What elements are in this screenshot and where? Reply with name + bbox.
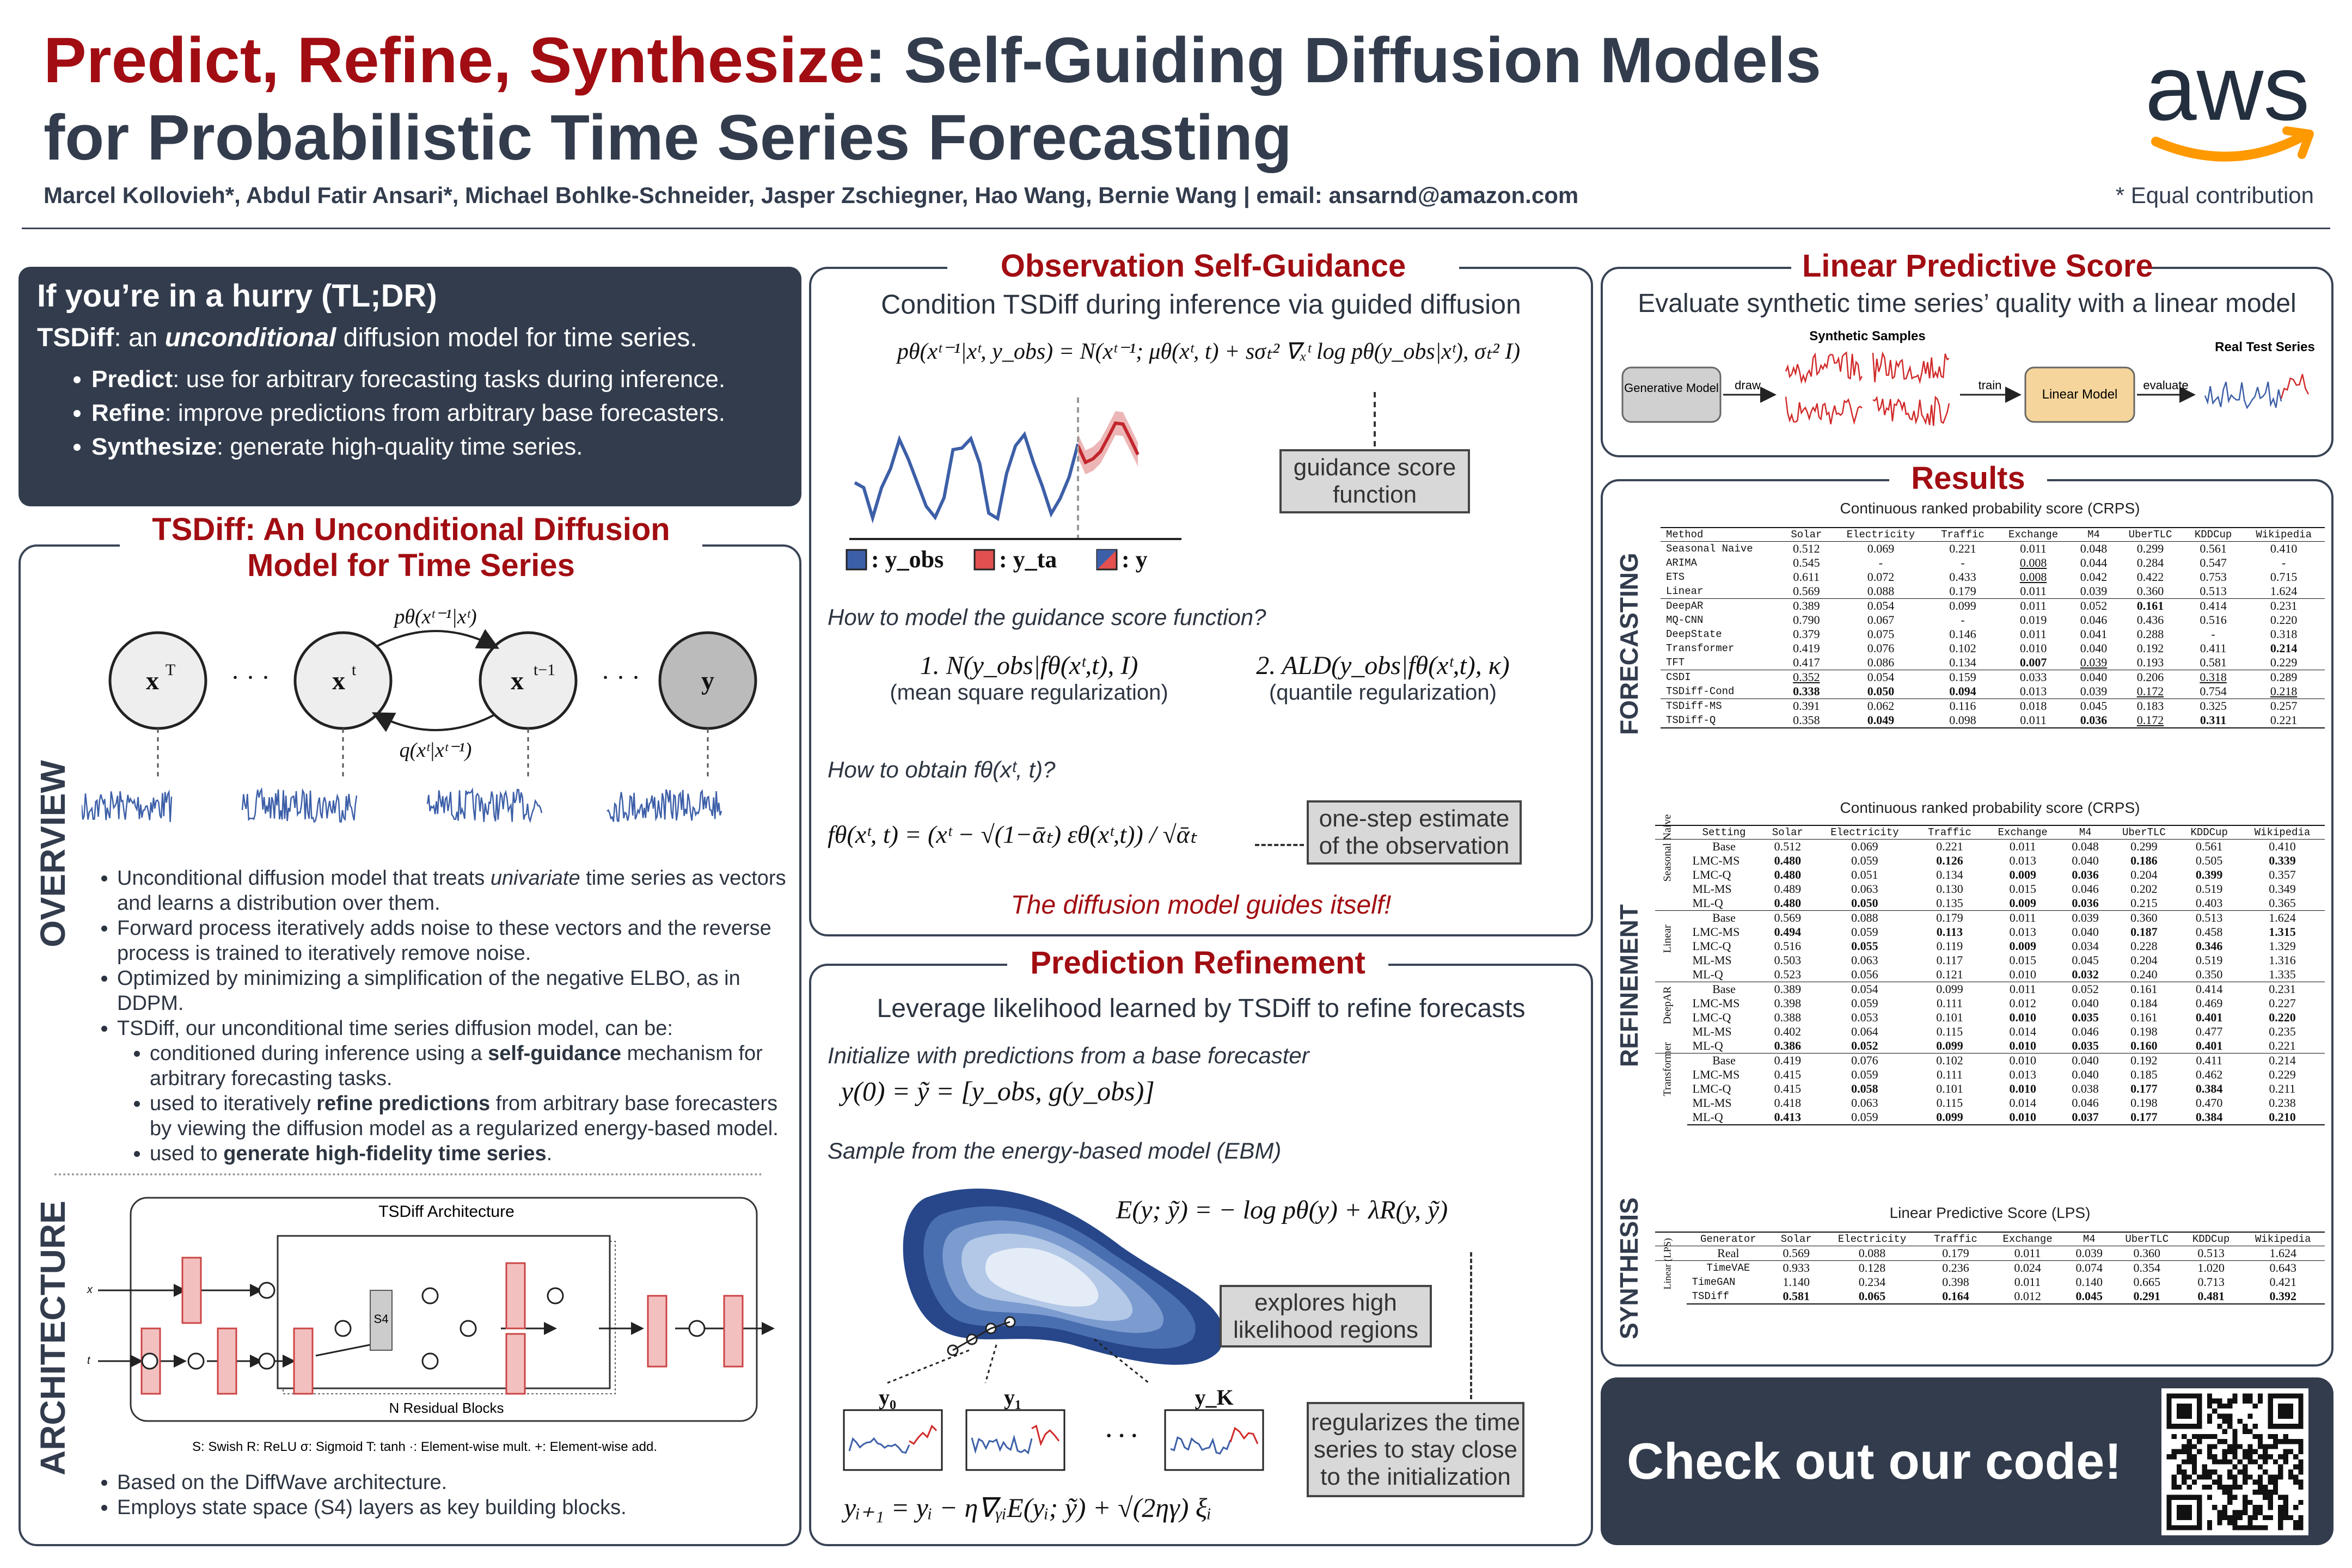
overview-sub-bullet: • used to generate high-fidelity time series. bbox=[150, 1141, 787, 1166]
table-row: ARIMA 0.545 - - 0.008 0.044 0.284 0.547 - bbox=[1666, 555, 2286, 569]
header-divider bbox=[22, 228, 2330, 229]
architecture-bullet: • Employs state space (S4) layers as key building blocks. bbox=[117, 1495, 787, 1520]
refine-init-text: Initialize with predictions from a base forecaster bbox=[828, 1043, 1309, 1068]
table-row: TSDiff-Q 0.358 0.049 0.098 0.011 0.036 0.172 0.311 0.221 bbox=[1661, 713, 2325, 728]
authors: Marcel Kollovieh*, Abdul Fatir Ansari*, Michael Bohlke-Schneider, Jasper Zschiegner, Hao Wang, Bernie Wang | email: ansarnd@amazon.com bbox=[44, 182, 1579, 208]
svg-text:y₀: y₀ bbox=[879, 1385, 896, 1410]
svg-text:Generative Model: Generative Model bbox=[1624, 381, 1719, 395]
title-red: Predict, Refine, Synthesize bbox=[44, 24, 865, 96]
svg-text:y: y bbox=[701, 666, 714, 695]
tldr-box bbox=[19, 267, 801, 506]
svg-text:N Residual Blocks: N Residual Blocks bbox=[389, 1400, 504, 1416]
section-divider bbox=[54, 1173, 762, 1175]
osg-f-equation: fθ(xᵗ, t) = (xᵗ − √(1−ᾱₜ) εθ(xᵗ,t)) / √ᾱₜ bbox=[828, 820, 1197, 848]
forecasting-tag: FORECASTING bbox=[1615, 553, 1643, 735]
table-row: LMC-Q 0.388 0.053 0.101 0.010 0.035 0.161 0.401 0.220 bbox=[1692, 1010, 2296, 1024]
refine-subtitle: Leverage likelihood learned by TSDiff to refine forecasts bbox=[877, 994, 1526, 1023]
synthetic-sample-line bbox=[1786, 397, 1862, 424]
svg-text:t: t bbox=[351, 661, 357, 679]
synthesis-table bbox=[1655, 1232, 2325, 1304]
guidance-score-box: guidance score function bbox=[1279, 449, 1470, 513]
aws-logo-text: aws bbox=[2145, 38, 2310, 140]
onestep-box: one-step estimate of the observation bbox=[1307, 800, 1522, 865]
table-row: Linear (LPS) TimeVAE 0.933 0.128 0.236 0.024 0.074 0.354 1.020 0.643 bbox=[1655, 1260, 2325, 1275]
lps-subtitle: Evaluate synthetic time series’ quality with a linear model bbox=[1638, 289, 2296, 318]
table-row: TSDiff 0.581 0.065 0.164 0.012 0.045 0.291 0.481 0.392 bbox=[1655, 1289, 2325, 1304]
svg-text:pθ(xᵗ⁻¹|xᵗ): pθ(xᵗ⁻¹|xᵗ) bbox=[394, 605, 477, 628]
refine-init-eq: y(0) = ỹ = [y_obs, g(y_obs)] bbox=[841, 1076, 1155, 1106]
noise-series-line bbox=[242, 789, 357, 822]
svg-text:S: Swish R: ReLU σ: Sigmoid: S: Swish R: ReLU σ: Sigmoid T: tanh ·: Element-wise mult. +: Element-wise add. bbox=[192, 1440, 658, 1454]
overview-bullets bbox=[90, 866, 787, 1166]
svg-text:· · ·: · · · bbox=[1105, 1423, 1138, 1448]
table-row: LMC-Q 0.415 0.058 0.101 0.010 0.038 0.177 0.384 0.211 bbox=[1692, 1081, 2296, 1095]
group-label: DeepAR bbox=[1655, 982, 1687, 1053]
qr-code[interactable] bbox=[2161, 1388, 2308, 1535]
onestep-arrow bbox=[1255, 844, 1304, 846]
table-row: Linear 0.569 0.088 0.179 0.011 0.039 0.360 0.513 1.624 bbox=[1666, 584, 2298, 598]
forecasting-caption: Continuous ranked probability score (CRPS) bbox=[1840, 500, 2140, 517]
results-title: Results bbox=[1889, 460, 2047, 497]
table-row: TSDiff-Cond 0.338 0.050 0.094 0.013 0.039 0.172 0.754 0.218 bbox=[1666, 684, 2298, 698]
diffusion-chain-diagram bbox=[82, 599, 789, 833]
tldr-item: • Predict: use for arbitrary forecasting tasks during inference. bbox=[91, 366, 783, 393]
svg-text:Synthetic Samples: Synthetic Samples bbox=[1809, 329, 1926, 344]
svg-text:Real Test Series: Real Test Series bbox=[2215, 340, 2315, 354]
explores-box: explores high likelihood regions bbox=[1220, 1285, 1432, 1347]
table-row: DeepAR 0.389 0.054 0.099 0.011 0.052 0.161 0.414 0.231 bbox=[1661, 598, 2325, 613]
table-row: ML-Q 0.413 0.059 0.099 0.010 0.037 0.177 0.384 0.210 bbox=[1655, 1110, 2325, 1125]
noise-series-line bbox=[607, 789, 721, 822]
tldr-main: TSDiff: an unconditional diffusion model for time series. bbox=[37, 323, 697, 352]
overview-bullet: • TSDiff, our unconditional time series diffusion model, can be: bbox=[117, 1016, 787, 1041]
lps-title: Linear Predictive Score bbox=[1791, 248, 2151, 284]
refinement-tag: REFINEMENT bbox=[1615, 904, 1643, 1067]
svg-text:evaluate: evaluate bbox=[2143, 378, 2189, 392]
lps-pipeline bbox=[1612, 327, 2325, 446]
table-row: Transformer 0.419 0.076 0.102 0.010 0.040 0.192 0.411 0.214 bbox=[1666, 641, 2298, 655]
table-row: Transformer Base 0.419 0.076 0.102 0.010 0.040 0.192 0.411 0.214 bbox=[1655, 1053, 2325, 1068]
architecture-bullet: • Based on the DiffWave architecture. bbox=[117, 1470, 787, 1495]
group-label: Linear (LPS) bbox=[1655, 1260, 1687, 1304]
svg-text:: y_ta: : y_ta bbox=[999, 546, 1057, 573]
refinement-table bbox=[1655, 814, 2325, 1125]
poster-title bbox=[44, 22, 2004, 176]
table-header: Setting Solar Electricity Traffic Exchange M4 UberTLC KDDCup Wikipedia bbox=[1655, 825, 2325, 839]
svg-text:· · ·: · · · bbox=[231, 663, 270, 692]
osg-title: Observation Self-Guidance bbox=[947, 248, 1459, 284]
table-row: TSDiff-MS 0.391 0.062 0.116 0.018 0.045 0.183 0.325 0.257 bbox=[1661, 699, 2325, 713]
synthesis-tag: SYNTHESIS bbox=[1615, 1197, 1643, 1339]
svg-text:y₁: y₁ bbox=[1004, 1385, 1021, 1410]
svg-text:· · ·: · · · bbox=[601, 663, 640, 692]
synthesis-caption: Linear Predictive Score (LPS) bbox=[1889, 1204, 2091, 1221]
title-rest: : Self-Guiding Diffusion Models bbox=[865, 24, 1821, 96]
svg-text:draw: draw bbox=[1735, 378, 1761, 392]
synthetic-sample-line bbox=[1786, 353, 1862, 382]
table-row: Linear Base 0.569 0.088 0.179 0.011 0.039 0.360 0.513 1.624 bbox=[1655, 910, 2325, 925]
architecture-bullets bbox=[90, 1470, 787, 1520]
refinement-steps bbox=[833, 1328, 1301, 1481]
synthetic-sample-line bbox=[1873, 353, 1949, 382]
overview-sub-bullet: • conditioned during inference using a self-guidance mechanism for arbitrary forecasting tasks. bbox=[150, 1041, 787, 1091]
tldr-item: • Synthesize: generate high-quality time series. bbox=[91, 433, 783, 461]
overview-tag: OVERVIEW bbox=[33, 760, 72, 947]
table-row: Seasonal Naive 0.512 0.069 0.221 0.011 0.048 0.299 0.561 0.410 bbox=[1661, 541, 2325, 556]
architecture-tag: ARCHITECTURE bbox=[33, 1200, 72, 1475]
svg-text:y_K: y_K bbox=[1195, 1385, 1234, 1410]
svg-text:Linear Model: Linear Model bbox=[2042, 387, 2118, 402]
table-row: DeepState 0.379 0.075 0.146 0.011 0.041 0.288 - 0.318 bbox=[1666, 627, 2298, 641]
table-row: ML-Q 0.523 0.056 0.121 0.010 0.032 0.240 0.350 1.335 bbox=[1692, 967, 2296, 981]
update-equation: yᵢ₊₁ = yᵢ − η∇ᵧᵢE(yᵢ; ỹ) + √(2ηγ) ξᵢ bbox=[844, 1492, 1212, 1523]
osg-question-1: How to model the guidance score function? bbox=[828, 604, 1266, 630]
equal-contribution-note: * Equal contribution bbox=[2115, 182, 2314, 208]
table-row: LMC-MS 0.415 0.059 0.111 0.013 0.040 0.185 0.462 0.229 bbox=[1692, 1067, 2296, 1081]
table-row: ML-MS 0.503 0.063 0.117 0.015 0.045 0.204 0.519 1.316 bbox=[1692, 953, 2296, 967]
svg-text:train: train bbox=[1978, 378, 2002, 392]
group-label: Seasonal Naive bbox=[1655, 839, 1687, 910]
svg-text:T: T bbox=[165, 661, 176, 679]
table-header: Method Solar Electricity Traffic Exchange M4 UberTLC KDDCup Wikipedia bbox=[1661, 528, 2325, 541]
osg-subtitle: Condition TSDiff during inference via guided diffusion bbox=[881, 289, 1521, 320]
noise-series-line bbox=[427, 789, 542, 822]
overview-bullet: • Forward process iteratively adds noise to these vectors and the reverse process is trained to iteratively remove noise. bbox=[117, 916, 787, 966]
osg-punchline: The diffusion model guides itself! bbox=[1010, 891, 1392, 920]
table-row: ML-Q 0.480 0.050 0.135 0.009 0.036 0.215 0.403 0.365 bbox=[1692, 896, 2296, 910]
tldr-item: • Refine: improve predictions from arbitrary base forecasters. bbox=[91, 400, 783, 427]
title-line-2: for Probabilistic Time Series Forecasting bbox=[44, 102, 1292, 174]
table-row: ML-MS 0.489 0.063 0.130 0.015 0.046 0.202 0.519 0.349 bbox=[1692, 881, 2296, 896]
svg-text:t−1: t−1 bbox=[533, 661, 556, 679]
table-row: LMC-MS 0.494 0.059 0.113 0.013 0.040 0.187 0.458 1.315 bbox=[1692, 924, 2296, 939]
svg-text:x: x bbox=[511, 666, 524, 695]
table-row: TFT 0.417 0.086 0.134 0.007 0.039 0.193 0.581 0.229 bbox=[1666, 655, 2298, 669]
table-row: TimeGAN 1.140 0.234 0.398 0.011 0.140 0.665 0.713 0.421 bbox=[1692, 1275, 2296, 1289]
table-row: LMC-Q 0.516 0.055 0.119 0.009 0.034 0.228 0.346 1.329 bbox=[1692, 939, 2296, 953]
overview-sub-bullet: • used to iteratively refine predictions from arbitrary base forecasters by viewing the diffusion model as a regularized energy-based model. bbox=[150, 1091, 787, 1141]
svg-text:q(xᵗ|xᵗ⁻¹): q(xᵗ|xᵗ⁻¹) bbox=[399, 739, 472, 762]
table-row: Real 0.569 0.088 0.179 0.011 0.039 0.360 0.513 1.624 bbox=[1655, 1246, 2325, 1260]
code-text: Check out our code! bbox=[1627, 1432, 2122, 1490]
regularizes-arrow bbox=[1470, 1252, 1472, 1399]
osg-equation: pθ(xᵗ⁻¹|xᵗ, y_obs) = N(xᵗ⁻¹; μθ(xᵗ, t) + sσₜ² ∇ₓᵗ log pθ(y_obs|xᵗ), σₜ² I) bbox=[897, 339, 1521, 364]
osg-option-1: 1. N(y_obs|fθ(xᵗ,t), I) (mean square regularization) bbox=[890, 651, 1168, 705]
table-row: ML-Q 0.386 0.052 0.099 0.010 0.035 0.160 0.401 0.221 bbox=[1692, 1038, 2296, 1052]
noise-series-line bbox=[82, 789, 171, 822]
synthetic-sample-line bbox=[1873, 397, 1949, 426]
table-row: Seasonal Naive Base 0.512 0.069 0.221 0.011 0.048 0.299 0.561 0.410 bbox=[1655, 839, 2325, 854]
svg-text:x: x bbox=[87, 1284, 93, 1296]
code-banner[interactable] bbox=[1601, 1377, 2333, 1545]
refinement-caption: Continuous ranked probability score (CRPS) bbox=[1840, 799, 2140, 816]
svg-text:: y: : y bbox=[1122, 546, 1148, 573]
svg-text:S4: S4 bbox=[373, 1312, 389, 1326]
svg-text:: y_obs: : y_obs bbox=[871, 546, 944, 573]
tldr-heading: If you’re in a hurry (TL;DR) bbox=[37, 278, 437, 314]
refine-title: Prediction Refinement bbox=[1007, 945, 1388, 981]
group-label: Linear bbox=[1655, 910, 1687, 982]
osg-option-2: 2. ALD(y_obs|fθ(xᵗ,t), κ) (quantile regularization) bbox=[1256, 651, 1510, 705]
table-row: MQ-CNN 0.790 0.067 - 0.019 0.046 0.436 0.516 0.220 bbox=[1666, 612, 2298, 627]
overview-bullet: • Unconditional diffusion model that treats univariate time series as vectors and learns a distribution over them. bbox=[117, 866, 787, 916]
svg-text:x: x bbox=[332, 666, 345, 695]
svg-text:t: t bbox=[87, 1355, 90, 1367]
osg-question-2: How to obtain fθ(xᵗ, t)? bbox=[828, 757, 1056, 782]
energy-equation: E(y; ỹ) = − log pθ(y) + λR(y, ỹ) bbox=[1116, 1196, 1448, 1224]
refine-sample-text: Sample from the energy-based model (EBM) bbox=[828, 1138, 1282, 1163]
regularizes-box: regularizes the time series to stay close to the initialization bbox=[1307, 1402, 1524, 1497]
table-row: ML-MS 0.418 0.063 0.115 0.014 0.046 0.198 0.470 0.238 bbox=[1692, 1095, 2296, 1110]
table-row: LMC-Q 0.480 0.051 0.134 0.009 0.036 0.204 0.399 0.357 bbox=[1692, 867, 2296, 881]
table-row: ETS 0.611 0.072 0.433 0.008 0.042 0.422 0.753 0.715 bbox=[1666, 569, 2298, 584]
overview-bullet: • Optimized by minimizing a simplification of the negative ELBO, as in DDPM. bbox=[117, 966, 787, 1016]
table-row: ML-MS 0.402 0.064 0.115 0.014 0.046 0.198 0.477 0.235 bbox=[1692, 1024, 2296, 1038]
tsdiff-title: TSDiff: An Unconditional Diffusion Model for Time Series bbox=[120, 512, 702, 584]
table-row: DeepAR Base 0.389 0.054 0.099 0.011 0.052 0.161 0.414 0.231 bbox=[1655, 982, 2325, 996]
table-header: Generator Solar Electricity Traffic Exchange M4 UberTLC KDDCup Wikipedia bbox=[1655, 1232, 2325, 1246]
svg-text:x: x bbox=[146, 666, 159, 695]
group-label: Transformer bbox=[1655, 1053, 1687, 1125]
forecasting-table bbox=[1661, 527, 2325, 728]
aws-logo bbox=[2140, 38, 2319, 169]
tldr-list bbox=[91, 366, 783, 461]
table-row: LMC-MS 0.480 0.059 0.126 0.013 0.040 0.186 0.505 0.339 bbox=[1692, 853, 2296, 867]
architecture-diagram bbox=[76, 1192, 789, 1454]
table-row: CSDI 0.352 0.054 0.159 0.033 0.040 0.206 0.318 0.289 bbox=[1661, 670, 2325, 684]
svg-text:TSDiff Architecture: TSDiff Architecture bbox=[378, 1203, 514, 1221]
table-row: LMC-MS 0.398 0.059 0.111 0.012 0.040 0.184 0.469 0.227 bbox=[1692, 996, 2296, 1010]
